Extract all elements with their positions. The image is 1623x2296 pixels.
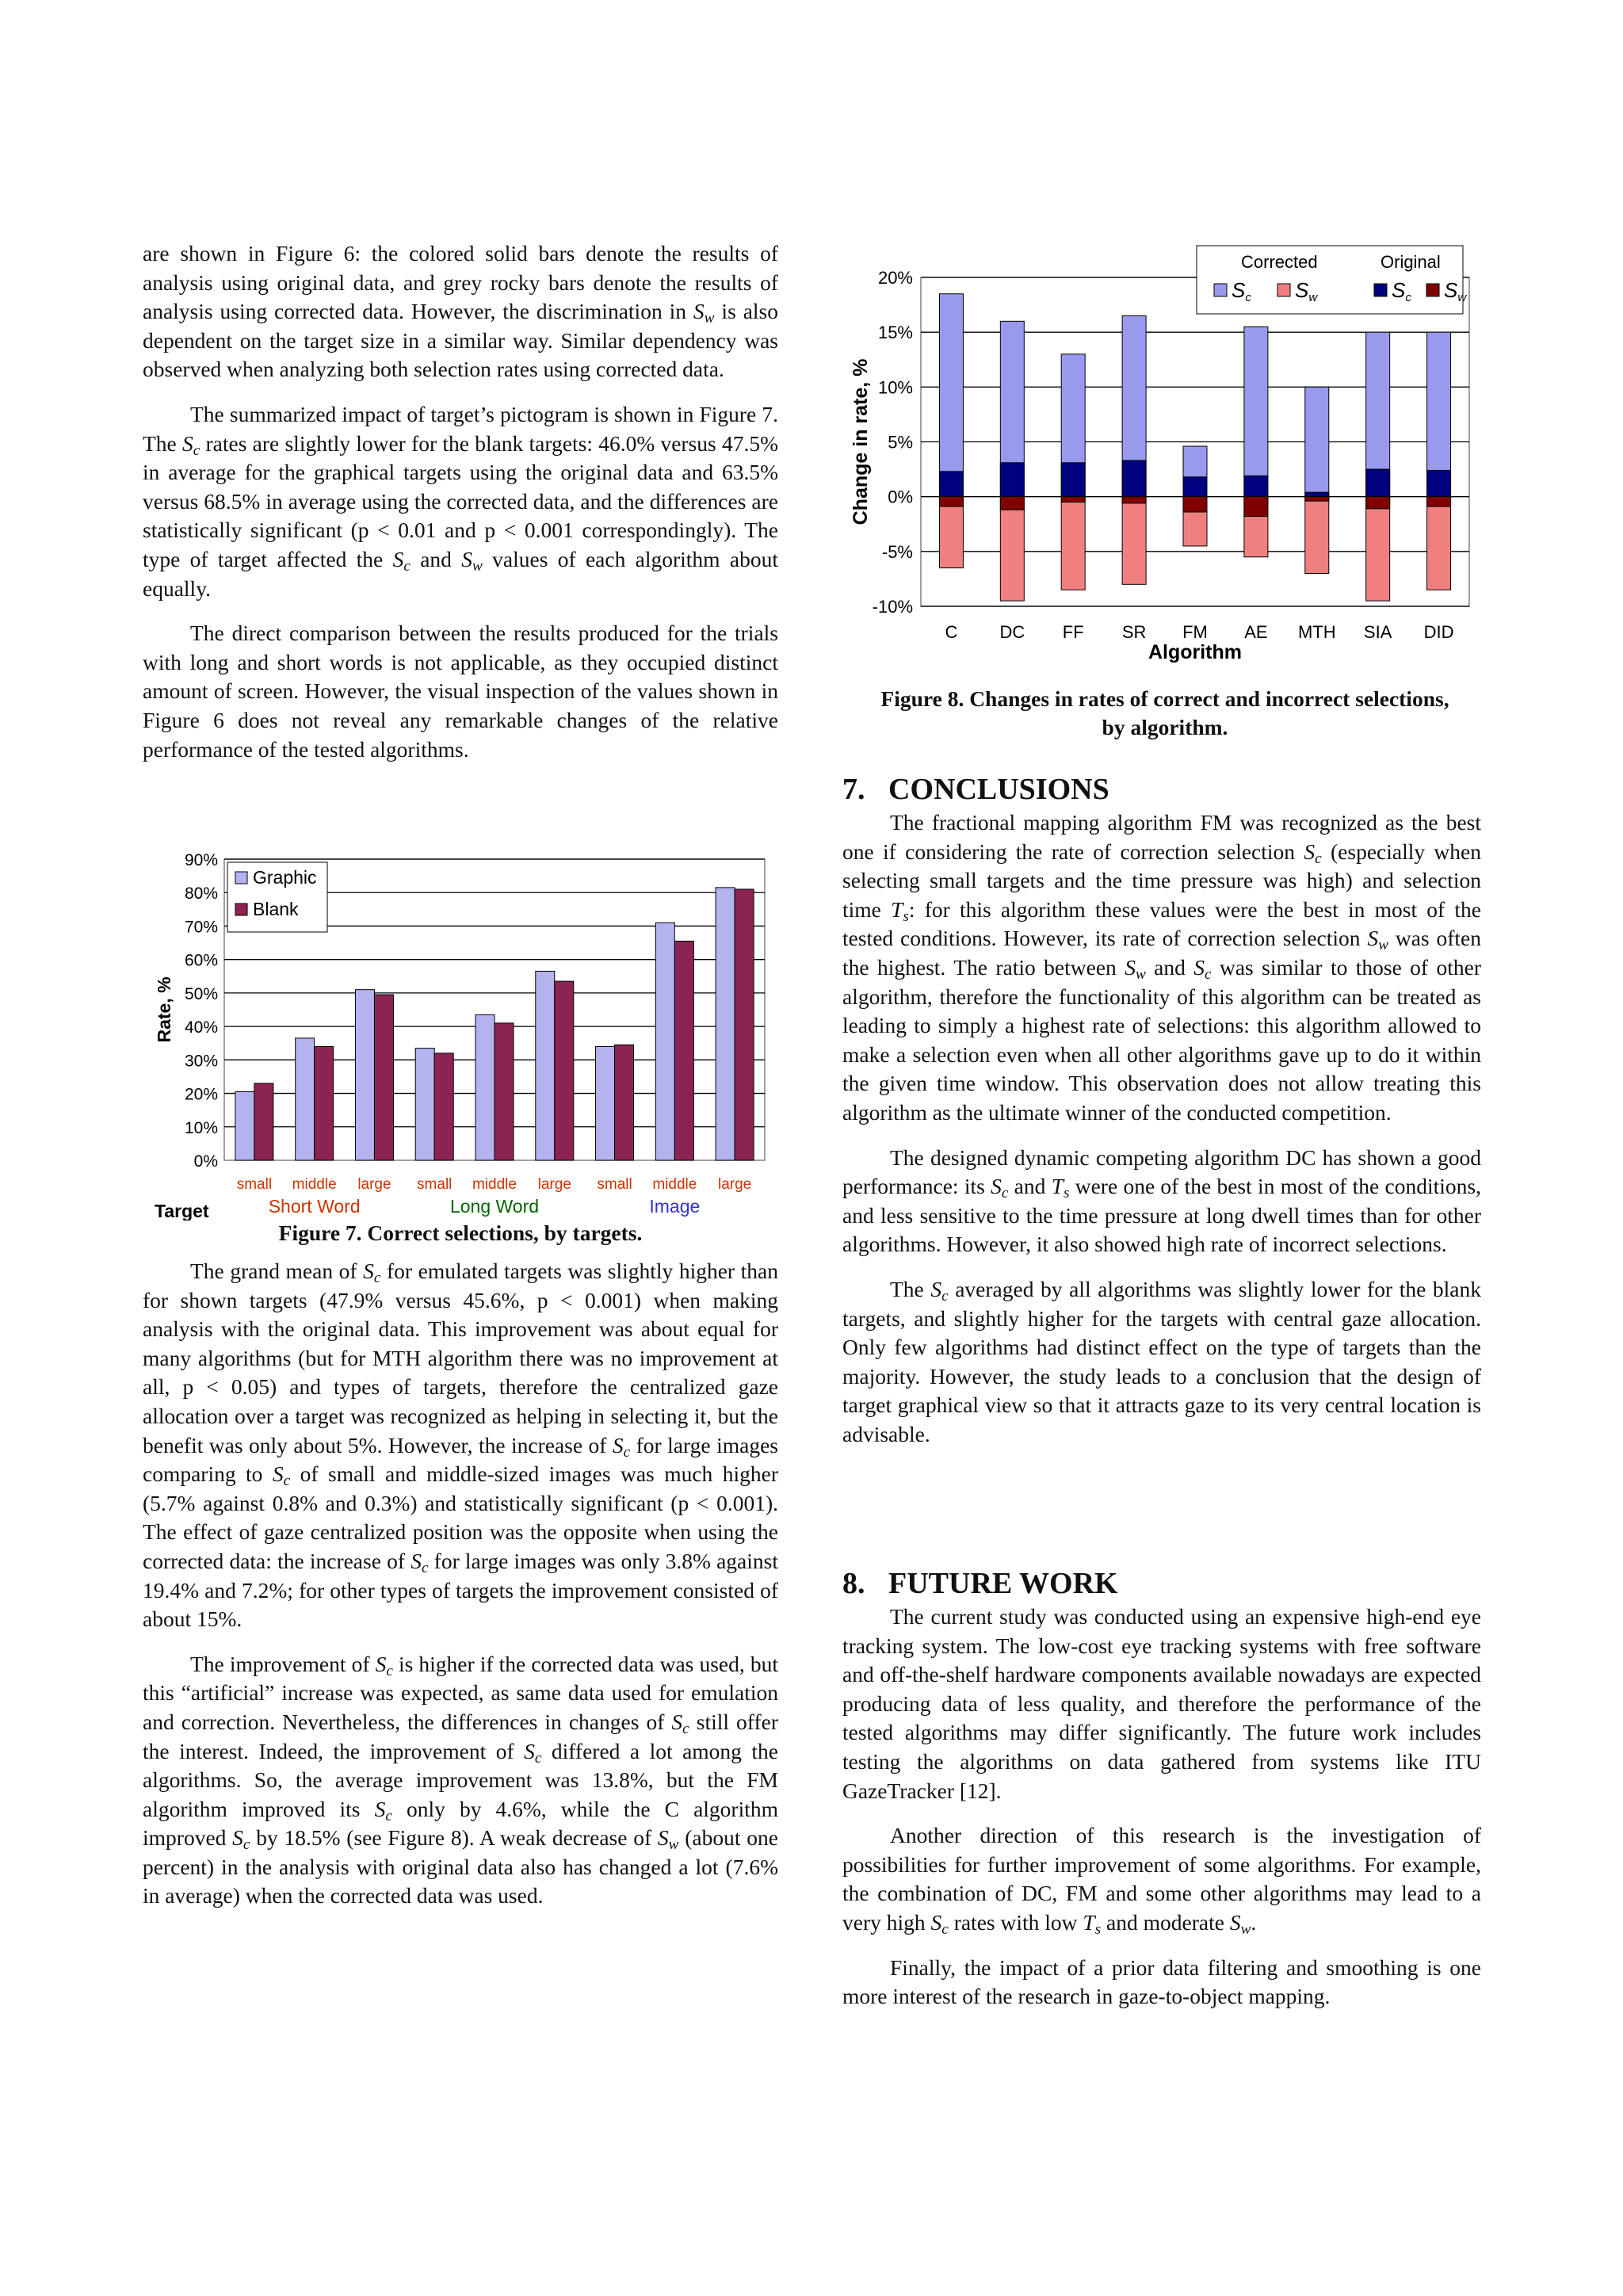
- bar-original-s-c: [1061, 463, 1085, 497]
- section-heading-conclusions: [842, 772, 1109, 807]
- bar-graphic: [235, 1091, 254, 1160]
- section-number: 8.: [842, 1567, 865, 1600]
- bar-original-s-w: [1183, 497, 1207, 512]
- x-tick-label: large: [717, 1176, 752, 1193]
- x-tick-label: DC: [999, 622, 1025, 642]
- x-tick-label: large: [537, 1176, 571, 1193]
- bar-corrected-s-w: [939, 497, 963, 568]
- y-tick-label: 70%: [184, 918, 218, 937]
- x-tick-label: FF: [1062, 622, 1084, 642]
- right-column-conclusions: [842, 808, 1481, 1465]
- y-tick-label: 80%: [184, 884, 218, 904]
- x-tick-label: DID: [1423, 622, 1454, 642]
- group-label: Image: [649, 1196, 701, 1217]
- left-column-bottom: [143, 1257, 778, 1927]
- figure-8-caption: Figure 8. Changes in rates of correct and incorrect selections, by algorithm.: [880, 686, 1449, 739]
- x-tick-label: large: [357, 1176, 391, 1193]
- y-tick-label: 10%: [877, 377, 913, 398]
- legend-group-label: Corrected: [1241, 252, 1318, 272]
- paragraph: The summarized impact of target’s pictogram is shown in Figure 7. The $S_c$ rates are slightly lower for the blank targets: 46.0% versus 47.5% in average for the graphical targets using the original data and 63.5% versus 68.5% in average using the corrected data, and the differences are statistically significant (p < 0.01 and p < 0.001 correspondingly). The type of target affected the $S_c$ and $S_w$ values of each algorithm about equally.: [143, 401, 778, 601]
- bar-blank: [735, 889, 754, 1160]
- bar-graphic: [415, 1049, 434, 1160]
- section-title: CONCLUSIONS: [888, 773, 1109, 806]
- y-tick-label: 0%: [888, 487, 913, 507]
- legend-swatch: [1214, 284, 1227, 296]
- bar-blank: [315, 1046, 334, 1160]
- right-column-future-work: [842, 1603, 1481, 2027]
- bar-blank: [555, 981, 574, 1160]
- bar-corrected-s-w: [1000, 497, 1024, 601]
- legend-swatch: [235, 872, 247, 884]
- paragraph: The improvement of $S_c$ is higher if the corrected data was used, but this “artificial” increase was expected, as same data used for emulation and correction. Nevertheless, the differences in changes of $S_c$ still offer the interest. Indeed, the improvement of $S_c$ differed a lot among the algorithms. So, the average improvement was 13.8%, but the FM algorithm improved its $S_c$ only by 4.6%, while the C algorithm improved $S_c$ by 18.5% (see Figure 8). A weak decrease of $S_w$ (about one percent) in the analysis with original data also has changed a lot (7.6% in average) when the corrected data was used.: [143, 1651, 778, 1908]
- legend-swatch: [1374, 284, 1387, 296]
- x-tick-label: AE: [1244, 622, 1268, 642]
- x-tick-label: MTH: [1297, 622, 1336, 642]
- legend-label: Blank: [253, 899, 299, 919]
- y-tick-label: 90%: [184, 851, 218, 869]
- x-tick-label: middle: [652, 1176, 697, 1193]
- figure-8-chart: [840, 238, 1482, 682]
- legend-group-label: Original: [1381, 252, 1441, 272]
- bar-graphic: [536, 971, 555, 1160]
- y-axis-label: Rate, %: [154, 976, 174, 1043]
- bar-original-s-w: [939, 497, 963, 506]
- y-tick-label: 50%: [184, 984, 218, 1003]
- legend-swatch: [1426, 284, 1439, 296]
- y-tick-label: 40%: [184, 1018, 218, 1037]
- legend-swatch: [235, 904, 247, 915]
- bar-original-s-c: [1366, 469, 1390, 497]
- bar-graphic: [716, 888, 735, 1160]
- bar-original-s-w: [1305, 497, 1329, 502]
- y-tick-label: 60%: [184, 951, 218, 970]
- paragraph: Another direction of this research is the investigation of possibilities for further improvement of some algorithms. For example, the combination of DC, FM and some other algorithms may lead to a very high $S_c$ rates with low $T_s$ and moderate $S_w$.: [842, 1823, 1481, 1938]
- legend-label: Sw: [1444, 278, 1467, 304]
- figure-7-caption: Figure 7. Correct selections, by targets.: [278, 1221, 643, 1245]
- bar-original-s-c: [939, 472, 963, 497]
- y-tick-label: 15%: [877, 323, 913, 343]
- x-axis-label: Algorithm: [1148, 641, 1243, 663]
- x-tick-label: middle: [292, 1176, 337, 1193]
- bar-corrected-s-c: [939, 294, 963, 497]
- paragraph: The grand mean of $S_c$ for emulated targets was slightly higher than for shown targets (47.9% versus 45.6%, p < 0.001) when making analysis with the original data. This improvement was about equal for many algorithms (but for MTH algorithm there was no improvement at all, p < 0.05) and types of targets, therefore the centralized gaze allocation over a target was recognized as helping in selecting it, but the benefit was only about 5%. However, the increase of $S_c$ for large images comparing to $S_c$ of small and middle-sized images was much higher (5.7% against 0.8% and 0.3%) and statistically significant (p < 0.001). The effect of gaze centralized position was the opposite when using the corrected data: the increase of $S_c$ for large images was only 3.8% against 19.4% and 7.2%; for other types of targets the improvement consisted of about 15%.: [143, 1259, 779, 1632]
- x-tick-label: C: [945, 622, 958, 642]
- paragraph: The fractional mapping algorithm FM was recognized as the best one if considering the rate of correction selection $S_c$ (especially when selecting small targets and the time pressure was high) and selection time $T_s$: for this algorithm these values were the best in most of the tested conditions. However, its rate of correction selection $S_w$ was often the highest. The ratio between $S_w$ and $S_c$ was similar to those of other algorithm, therefore the functionality of this algorithm can be treated as leading to simply a highest rate of selections: this algorithm allowed to make a selection even when all other algorithms gave up to do it within the given time window. This observation does not allow treating this algorithm as the ultimate winner of the conducted competition.: [842, 810, 1482, 1125]
- legend-label: Sc: [1392, 278, 1411, 304]
- bar-graphic: [596, 1046, 615, 1160]
- bar-original-s-c: [1305, 492, 1329, 497]
- bar-original-s-w: [1427, 497, 1451, 506]
- y-tick-label: 10%: [184, 1118, 218, 1137]
- x-tick-label: SIA: [1363, 622, 1392, 642]
- bar-original-s-c: [1244, 476, 1268, 496]
- legend-label: Sc: [1232, 278, 1251, 304]
- y-tick-label: 5%: [888, 432, 913, 453]
- bar-original-s-w: [1366, 497, 1390, 509]
- bar-graphic: [355, 990, 374, 1160]
- bar-graphic: [475, 1014, 495, 1160]
- bar-blank: [254, 1083, 273, 1160]
- legend-swatch: [1277, 284, 1290, 296]
- paragraph: are shown in Figure 6: the colored solid bars denote the results of analysis using original data, and grey rocky bars denote the results of analysis using corrected data. However, the discrimination in $S_w$ is also dependent on the target size in a similar way. Similar dependency was observed when analyzing both selection rates using corrected data.: [143, 241, 778, 382]
- bar-graphic: [296, 1038, 315, 1160]
- paragraph: The $S_c$ averaged by all algorithms was slightly lower for the blank targets, and slightly higher for the targets with central gaze allocation. Only few algorithms had distinct effect on the type of targets than the majority. However, the study leads to a conclusion that the design of target graphical view so that it attracts gaze to its very central location is advisable.: [842, 1276, 1481, 1446]
- bar-corrected-s-w: [1061, 497, 1085, 590]
- bar-corrected-s-w: [1122, 497, 1146, 585]
- section-title: FUTURE WORK: [888, 1567, 1118, 1600]
- paragraph: Finally, the impact of a prior data filtering and smoothing is one more interest of the research in gaze-to-object mapping.: [842, 1954, 1481, 2009]
- y-tick-label: 30%: [184, 1052, 218, 1071]
- bar-original-s-w: [1122, 497, 1146, 503]
- figure-7-chart: [147, 840, 781, 1221]
- bar-blank: [374, 995, 393, 1160]
- bar-original-s-c: [1000, 463, 1024, 497]
- group-label: Long Word: [449, 1196, 540, 1217]
- bar-original-s-w: [1061, 497, 1085, 502]
- group-label: Short Word: [268, 1196, 361, 1217]
- bar-graphic: [655, 923, 674, 1160]
- bar-blank: [674, 941, 693, 1160]
- x-tick-label: small: [417, 1176, 453, 1193]
- bar-blank: [495, 1023, 514, 1160]
- paragraph: The designed dynamic competing algorithm DC has shown a good performance: its $S_c$ and $T_s$ were one of the best in most of the conditions, and less sensitive to the time pressure at long dwell times than for other algorithms. However, it also showed high rate of incorrect selections.: [842, 1144, 1481, 1257]
- bar-original-s-w: [1000, 497, 1024, 510]
- x-tick-label: small: [236, 1176, 273, 1193]
- bar-blank: [615, 1045, 634, 1160]
- x-tick-label: SR: [1121, 622, 1147, 642]
- bar-original-s-c: [1427, 470, 1451, 496]
- y-axis-label: Change in rate, %: [850, 358, 872, 525]
- x-axis-label: Target: [155, 1201, 209, 1221]
- bar-original-s-c: [1122, 460, 1146, 497]
- section-heading-future-work: [842, 1566, 1118, 1601]
- y-tick-label: 20%: [877, 268, 913, 288]
- bar-blank: [434, 1053, 453, 1160]
- legend-label: Sw: [1295, 278, 1318, 304]
- bar-corrected-s-w: [1305, 497, 1329, 574]
- bar-corrected-s-w: [1427, 497, 1451, 590]
- paragraph: The current study was conducted using an expensive high-end eye tracking system. The low-cost eye tracking systems with free software and off-the-shelf hardware components available nowadays are expected producing data of less quality, and therefore the performance of the tested algorithms may differ significantly. The future work includes testing the algorithms on data gathered from systems like ITU GazeTracker [12].: [842, 1604, 1481, 1803]
- x-tick-label: middle: [472, 1176, 517, 1193]
- legend-label: Graphic: [253, 867, 317, 888]
- bar-corrected-s-c: [1244, 327, 1268, 496]
- y-tick-label: 20%: [184, 1085, 218, 1104]
- bar-corrected-s-w: [1366, 497, 1390, 601]
- y-tick-label: -5%: [881, 541, 913, 562]
- bar-corrected-s-c: [1305, 387, 1329, 496]
- section-number: 7.: [842, 773, 865, 806]
- left-column-top: [143, 239, 778, 780]
- y-tick-label: 0%: [193, 1152, 218, 1171]
- x-tick-label: FM: [1182, 622, 1208, 642]
- bar-original-s-w: [1244, 497, 1268, 517]
- x-tick-label: small: [597, 1176, 632, 1193]
- y-tick-label: -10%: [872, 597, 913, 617]
- bar-original-s-c: [1183, 477, 1207, 497]
- paragraph: The direct comparison between the results produced for the trials with long and short words is not applicable, as they occupied distinct amount of screen. However, the visual inspection of the values shown in Figure 6 does not reveal any remarkable changes of the relative performance of the tested algorithms.: [143, 621, 778, 762]
